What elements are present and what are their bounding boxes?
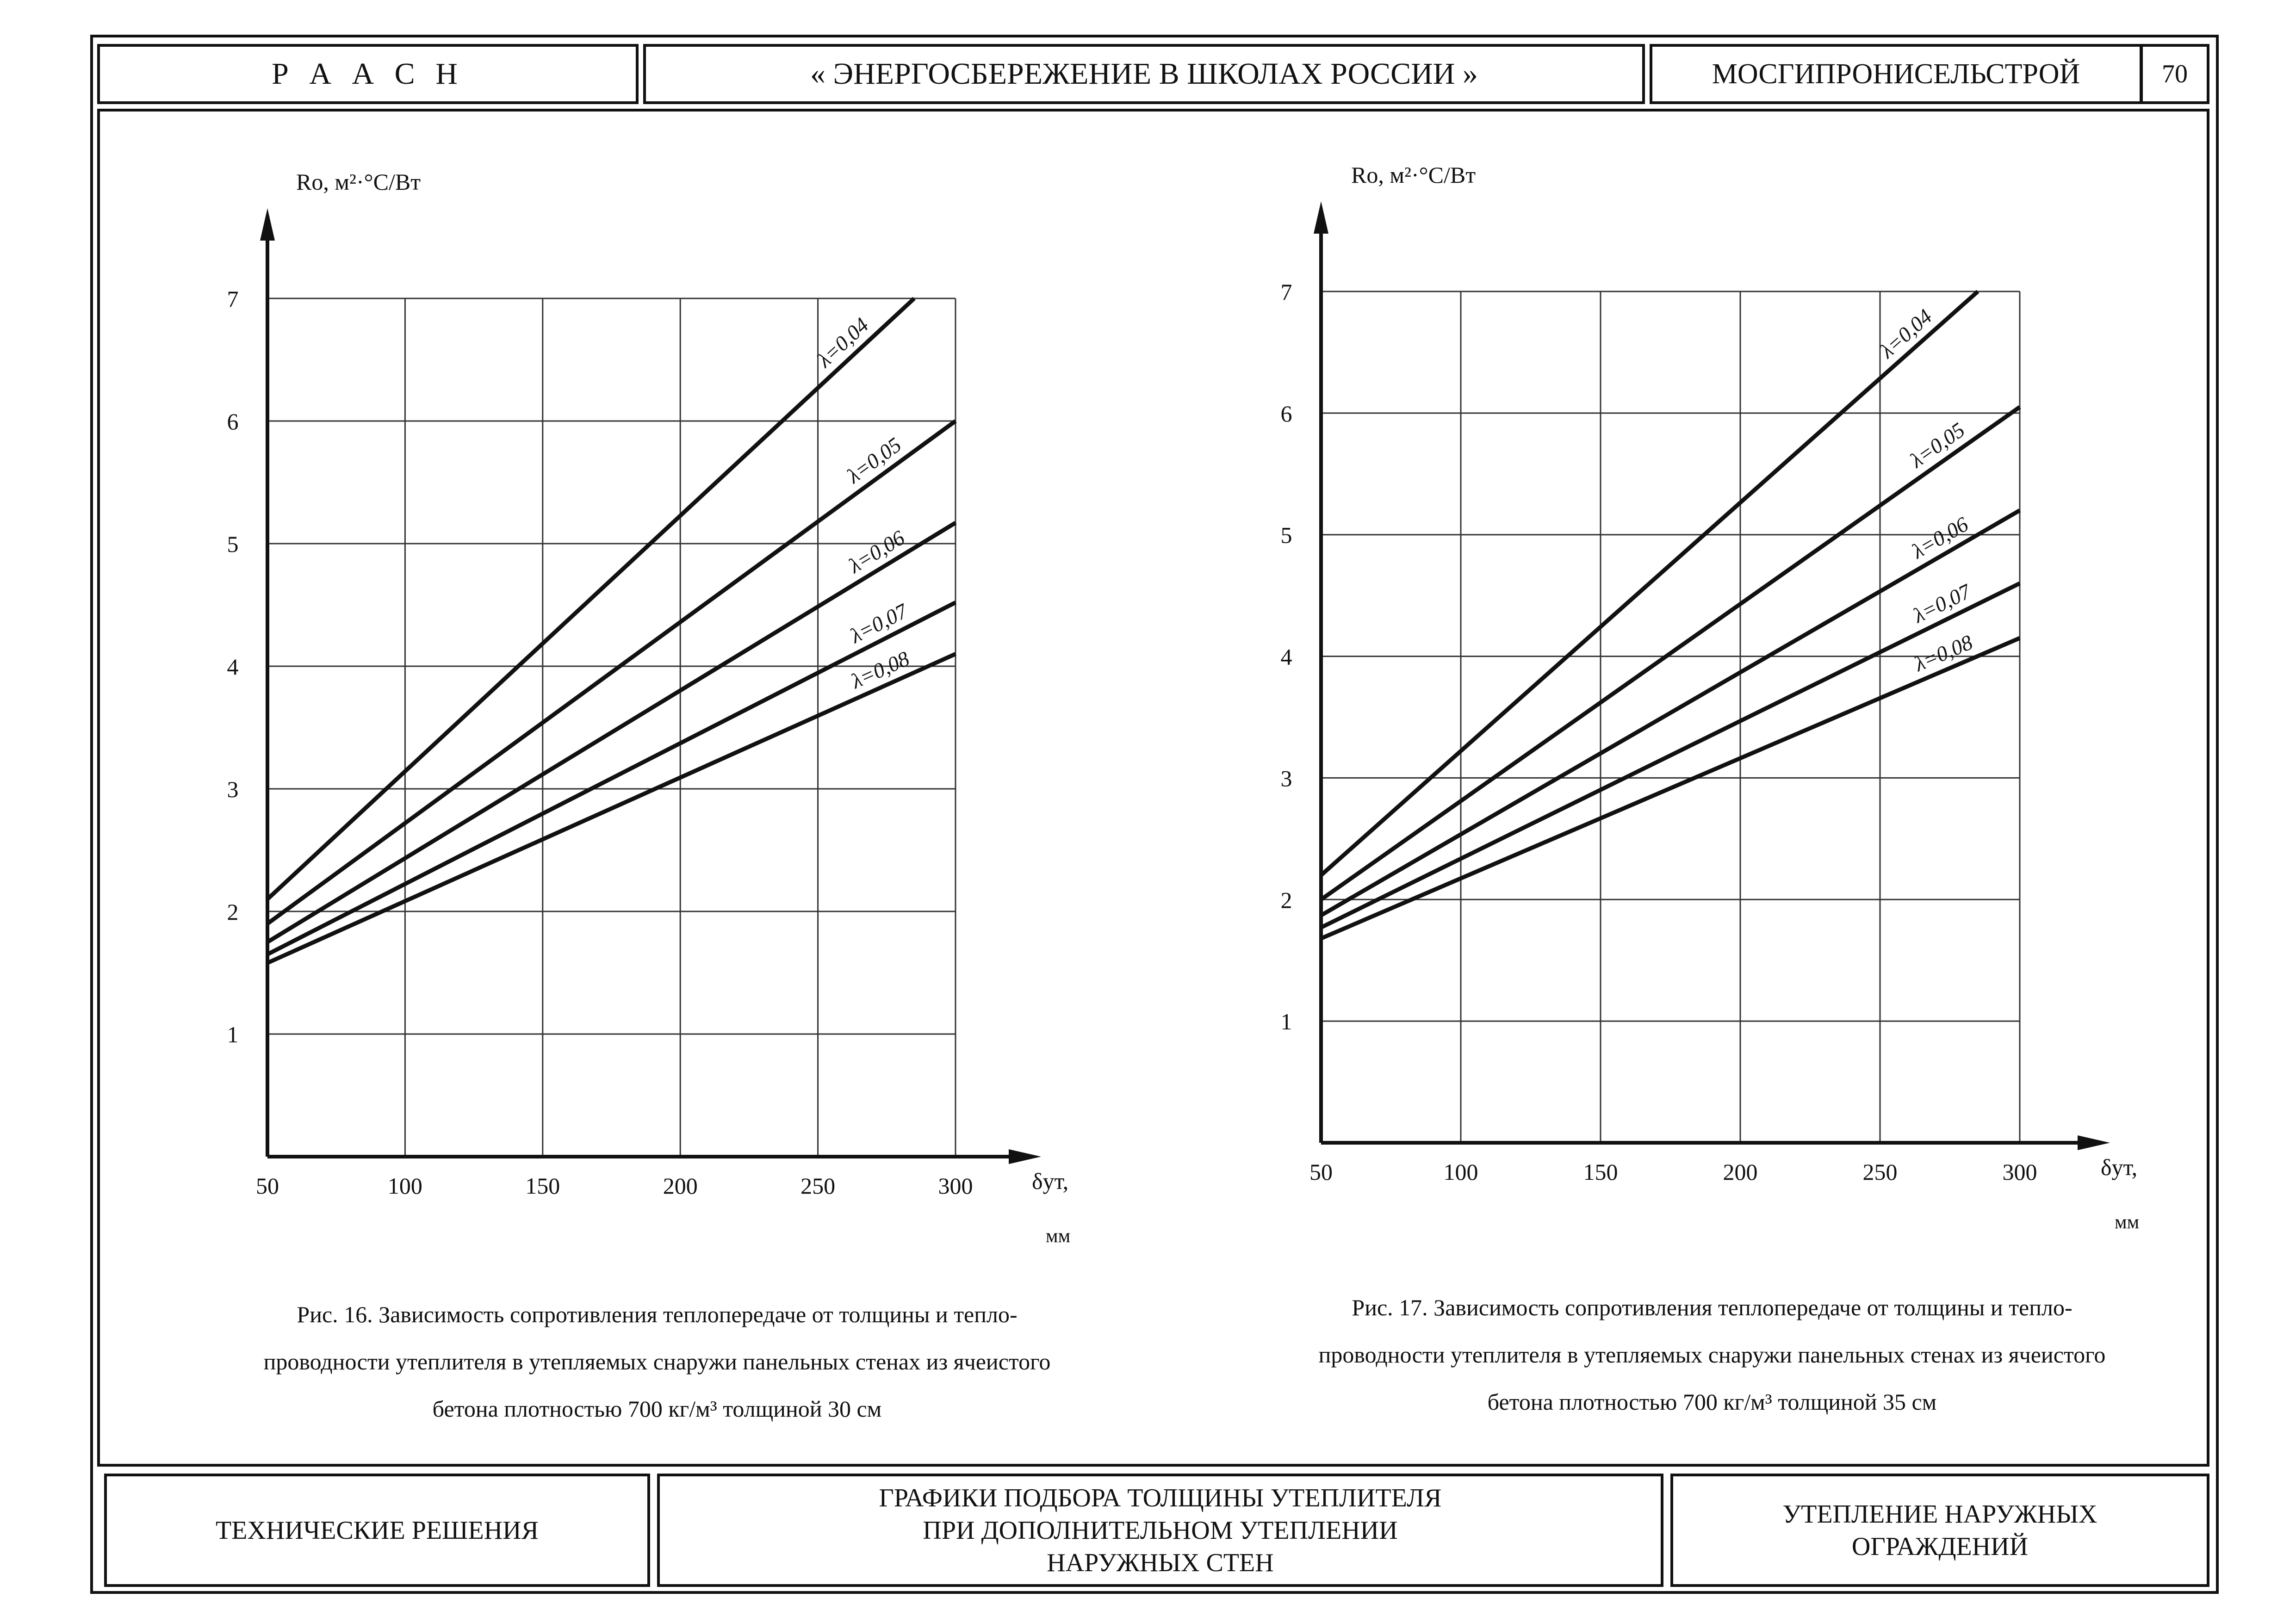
x-axis-unit: мм xyxy=(2115,1212,2140,1233)
x-tick-label: 200 xyxy=(1723,1159,1758,1185)
caption-line: бетона плотностью 700 кг/м³ толщиной 35 см xyxy=(1487,1389,1937,1415)
header-institute-text: МОСГИПРОНИСЕЛЬСТРОЙ xyxy=(1712,58,2080,90)
series-line-4 xyxy=(1321,583,2020,928)
caption-line: Рис. 16. Зависимость сопротивления теплопередаче от толщины и тепло- xyxy=(297,1301,1018,1327)
series-line-5 xyxy=(267,654,956,963)
series-label-3: λ=0,06 xyxy=(844,526,909,578)
y-tick-label: 1 xyxy=(227,1022,239,1047)
x-tick-label: 50 xyxy=(1309,1159,1333,1185)
series-label-5: λ=0,08 xyxy=(1911,630,1976,676)
x-axis-arrow xyxy=(1009,1149,1041,1164)
caption-fig-16 xyxy=(176,1291,1138,1432)
x-tick-label: 150 xyxy=(525,1173,560,1199)
y-tick-label: 5 xyxy=(227,531,239,557)
series-label-3: λ=0,06 xyxy=(1908,512,1973,564)
series-line-4 xyxy=(267,602,956,954)
y-axis-arrow xyxy=(260,208,275,241)
y-axis-label: Ro, м²·°С/Вт xyxy=(296,169,421,195)
x-axis-label: δут, xyxy=(1032,1168,1069,1194)
caption-line: проводности утеплителя в утепляемых снаружи панельных стенах из ячеистого xyxy=(263,1349,1051,1375)
x-tick-label: 200 xyxy=(663,1173,698,1199)
caption-line: Рис. 17. Зависимость сопротивления теплопередаче от толщины и тепло- xyxy=(1352,1295,2073,1320)
footer-subject-line: УТЕПЛЕНИЕ НАРУЖНЫХ xyxy=(1782,1499,2097,1529)
y-tick-label: 3 xyxy=(227,776,239,802)
x-tick-label: 50 xyxy=(256,1173,279,1199)
y-tick-label: 4 xyxy=(227,654,239,680)
y-tick-label: 2 xyxy=(227,899,239,925)
header-title-text: « ЭНЕРГОСБЕРЕЖЕНИЕ В ШКОЛАХ РОССИИ » xyxy=(810,57,1478,91)
series-line-1 xyxy=(1321,291,1978,875)
grid xyxy=(1321,291,2020,1143)
series-line-3 xyxy=(267,523,956,942)
caption-line: бетона плотностью 700 кг/м³ толщиной 30 см xyxy=(432,1396,882,1422)
y-tick-label: 4 xyxy=(1280,644,1292,670)
chart-1 xyxy=(227,169,1071,1247)
series-label-4: λ=0,07 xyxy=(1909,579,1975,628)
page-number-text: 70 xyxy=(2162,60,2188,88)
footer-topic-line: ГРАФИКИ ПОДБОРА ТОЛЩИНЫ УТЕПЛИТЕЛЯ xyxy=(879,1483,1442,1512)
y-tick-label: 2 xyxy=(1280,887,1292,913)
x-tick-label: 100 xyxy=(387,1173,422,1199)
x-tick-label: 300 xyxy=(2002,1159,2037,1185)
series-label-1: λ=0,04 xyxy=(1875,304,1936,363)
footer-topic-line: НАРУЖНЫХ СТЕН xyxy=(1047,1548,1274,1577)
y-tick-label: 6 xyxy=(1280,400,1292,427)
x-tick-label: 100 xyxy=(1443,1159,1478,1185)
series-line-5 xyxy=(1321,638,2020,938)
y-tick-label: 5 xyxy=(1280,522,1292,548)
chart-2 xyxy=(1281,162,2140,1233)
series-label-2: λ=0,05 xyxy=(842,433,906,488)
x-tick-label: 250 xyxy=(1862,1159,1898,1185)
x-tick-label: 150 xyxy=(1583,1159,1618,1185)
header-org-text: Р А А С Н xyxy=(272,57,464,91)
footer-section-text: ТЕХНИЧЕСКИЕ РЕШЕНИЯ xyxy=(216,1516,539,1545)
series-label-2: λ=0,05 xyxy=(1905,418,1969,472)
footer-subject-line: ОГРАЖДЕНИЙ xyxy=(1851,1532,2029,1561)
y-tick-label: 7 xyxy=(227,286,239,312)
x-tick-label: 300 xyxy=(938,1173,973,1199)
grid xyxy=(267,298,956,1157)
x-tick-label: 250 xyxy=(800,1173,836,1199)
caption-line: проводности утеплителя в утепляемых снаружи панельных стенах из ячеистого xyxy=(1318,1342,2106,1368)
caption-fig-17 xyxy=(1226,1284,2198,1425)
y-axis-label: Ro, м²·°С/Вт xyxy=(1351,162,1476,188)
series-line-3 xyxy=(1321,510,2020,915)
x-axis-unit: мм xyxy=(1046,1226,1071,1247)
x-axis-label: δут, xyxy=(2101,1154,2138,1180)
x-axis-arrow xyxy=(2078,1135,2110,1150)
y-tick-label: 6 xyxy=(227,409,239,434)
y-axis-arrow xyxy=(1314,201,1328,234)
footer-topic-line: ПРИ ДОПОЛНИТЕЛЬНОМ УТЕПЛЕНИИ xyxy=(923,1516,1398,1545)
series-label-5: λ=0,08 xyxy=(847,646,913,693)
y-tick-label: 7 xyxy=(1280,279,1292,305)
series-label-4: λ=0,07 xyxy=(846,599,912,648)
y-tick-label: 3 xyxy=(1280,765,1292,792)
y-tick-label: 1 xyxy=(1280,1009,1292,1035)
series-label-1: λ=0,04 xyxy=(812,313,873,372)
